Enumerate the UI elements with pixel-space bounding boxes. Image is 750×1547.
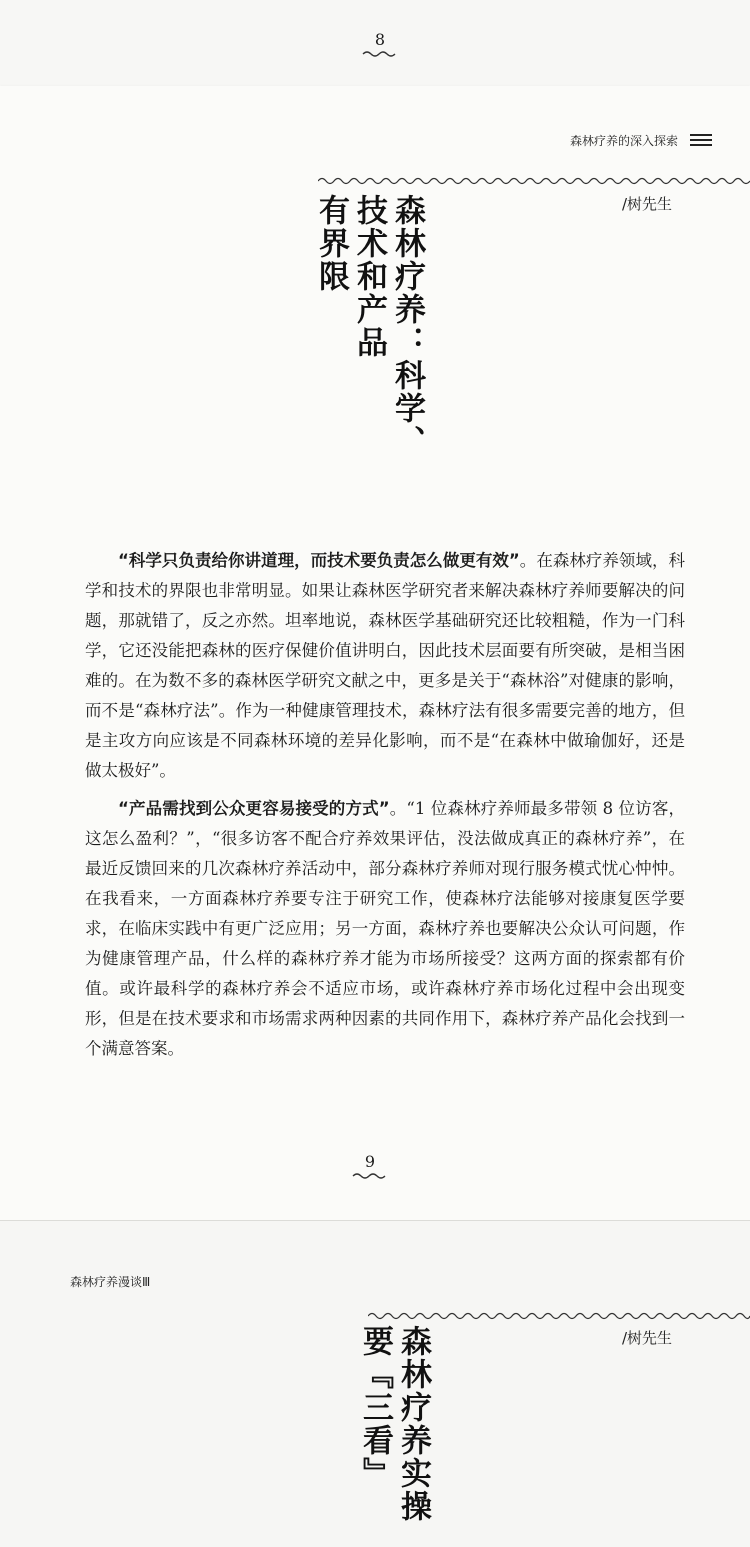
previous-page	[0, 0, 750, 86]
running-head-bottom: 森林疗养漫谈Ⅲ	[70, 1275, 151, 1289]
next-article-title-line-1: 森林疗养实操	[395, 1325, 431, 1523]
wave-ornament-main	[352, 1172, 388, 1180]
article-title-line-3: 有界限	[313, 194, 349, 293]
next-article-title-line-2: 要『三看』	[357, 1325, 393, 1490]
paragraph-2-lead: “产品需找到公众更容易接受的方式”	[118, 799, 390, 818]
next-page	[0, 1220, 750, 1547]
wavy-divider	[318, 174, 750, 188]
article-title-line-1: 森林疗养：科学、	[389, 194, 425, 458]
paragraph-2-text: 。“1 位森林疗养师最多带领 8 位访客，这怎么盈利？”，“很多访客不配合疗养效果评估，没法做成真正的森林疗养”，在最近反馈回来的几次森林疗养活动中，部分森林疗养师对现行服务模式忧心忡忡。在我看来，一方面森林疗养要专注于研究工作，使森林疗法能够对接康复医学要求，在临床实践中有更广泛应用；另一方面，森林疗养也要解决公众认可问题，作为健康管理产品，什么样的森林疗养才能为市场所接受？这两方面的探索都有价值。或许最科学的森林疗养会不适应市场，或许森林疗养市场化过程中会出现变形，但是在技术要求和市场需求两种因素的共同作用下，森林疗养产品化会找到一个满意答案。	[85, 799, 685, 1058]
running-head: 森林疗养的深入探索	[570, 134, 679, 148]
article-body	[85, 546, 685, 1072]
page-number-main: 9	[364, 1152, 376, 1171]
paragraph-2	[85, 794, 685, 1064]
menu-lines-icon	[690, 134, 712, 149]
paragraph-1	[85, 546, 685, 786]
author-label: /树先生	[622, 195, 673, 213]
wavy-divider-bottom	[368, 1309, 750, 1323]
paragraph-1-lead: “科学只负责给你讲道理，而技术要负责怎么做更有效”	[118, 551, 520, 570]
article-title-line-2: 技术和产品	[351, 194, 387, 359]
main-page	[0, 86, 750, 1220]
paragraph-1-text: 。在森林疗养领域，科学和技术的界限也非常明显。如果让森林医学研究者来解决森林疗养师要解决的问题，那就错了，反之亦然。坦率地说，森林医学基础研究还比较粗糙，作为一门科学，它还没能把森林的医疗保健价值讲明白，因此技术层面要有所突破，是相当困难的。在为数不多的森林医学研究文献之中，更多是关于“森林浴”对健康的影响，而不是“森林疗法”。作为一种健康管理技术，森林疗法有很多需要完善的地方，但是主攻方向应该是不同森林环境的差异化影响，而不是“在森林中做瑜伽好，还是做太极好”。	[85, 551, 685, 780]
author-label-bottom: /树先生	[622, 1329, 673, 1347]
page-number-top: 8	[374, 30, 386, 49]
wave-ornament-top	[362, 50, 398, 58]
